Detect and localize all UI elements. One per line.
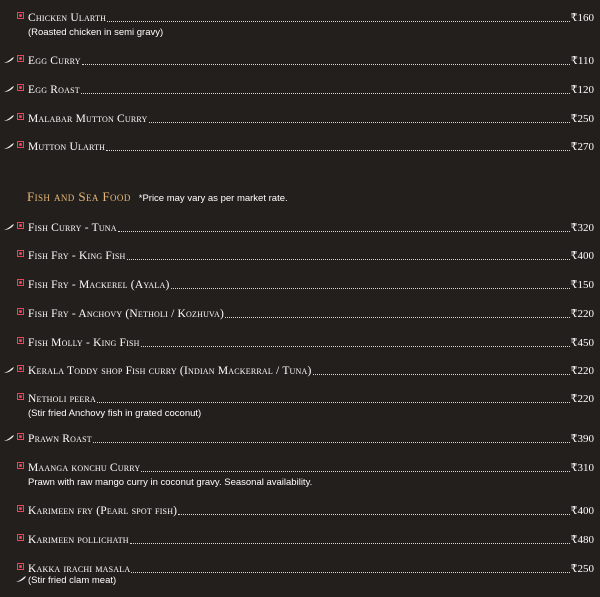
dot-leader <box>149 122 570 123</box>
dot-leader <box>171 288 570 289</box>
chili-icon <box>3 114 17 122</box>
item-name: Kakka irachi masala <box>28 563 131 575</box>
non-veg-marker-icon <box>17 141 24 148</box>
section-price-note: *Price may vary as per market rate. <box>138 193 288 204</box>
item-name: Karimeen fry (Pearl spot fish) <box>28 505 178 517</box>
item-name: Mutton Ularth <box>28 141 106 153</box>
item-price: ₹220 <box>570 393 594 405</box>
item-description: Prawn with raw mango curry in coconut gravy. Seasonal availability. <box>28 477 313 488</box>
item-name: Maanga konchu Curry <box>28 462 141 474</box>
item-description: (Stir fried clam meat) <box>28 575 117 586</box>
dot-leader <box>141 346 570 347</box>
dot-leader <box>97 402 570 403</box>
item-name: Karimeen pollichath <box>28 534 129 546</box>
non-veg-marker-icon <box>17 308 24 315</box>
dot-leader <box>131 572 569 573</box>
non-veg-marker-icon <box>17 563 24 570</box>
section-header-fish <box>27 189 288 205</box>
dot-leader <box>178 514 569 515</box>
dot-leader <box>93 442 570 443</box>
dot-leader <box>81 93 570 94</box>
dot-leader <box>127 259 570 260</box>
non-veg-marker-icon <box>17 84 24 91</box>
non-veg-marker-icon <box>17 505 24 512</box>
item-price: ₹320 <box>570 222 594 234</box>
chili-icon <box>3 56 17 64</box>
item-price: ₹270 <box>570 141 594 153</box>
item-price: ₹450 <box>570 337 594 349</box>
item-name: Egg Curry <box>28 55 81 67</box>
item-name: Malabar Mutton Curry <box>28 113 148 125</box>
non-veg-marker-icon <box>17 433 24 440</box>
item-price: ₹400 <box>570 505 594 517</box>
non-veg-marker-icon <box>17 55 24 62</box>
dot-leader <box>141 471 569 472</box>
item-name: Prawn Roast <box>28 433 92 445</box>
item-price: ₹220 <box>570 365 594 377</box>
non-veg-marker-icon <box>17 279 24 286</box>
item-price: ₹250 <box>570 563 594 575</box>
item-name: Fish Fry - King Fish <box>28 250 126 262</box>
section-title: Fish and Sea Food <box>27 189 131 204</box>
item-price: ₹400 <box>570 250 594 262</box>
dot-leader <box>130 543 570 544</box>
chili-icon <box>3 366 17 374</box>
non-veg-marker-icon <box>17 337 24 344</box>
item-name: Fish Molly - King Fish <box>28 337 140 349</box>
dot-leader <box>118 231 570 232</box>
item-price: ₹110 <box>570 55 594 67</box>
item-name: Fish Curry - Tuna <box>28 222 117 234</box>
non-veg-marker-icon <box>17 462 24 469</box>
item-name: Egg Roast <box>28 84 80 96</box>
chili-icon <box>3 223 17 231</box>
non-veg-marker-icon <box>17 534 24 541</box>
chili-icon <box>3 434 17 442</box>
non-veg-marker-icon <box>17 365 24 372</box>
dot-leader <box>225 317 569 318</box>
non-veg-marker-icon <box>17 250 24 257</box>
item-price: ₹120 <box>570 84 594 96</box>
non-veg-marker-icon <box>17 393 24 400</box>
dot-leader <box>107 21 569 22</box>
chili-icon <box>3 85 17 93</box>
item-price: ₹480 <box>570 534 594 546</box>
item-price: ₹250 <box>570 113 594 125</box>
item-description: (Stir fried Anchovy fish in grated coconut) <box>28 408 202 419</box>
item-name: Netholi peera <box>28 393 96 405</box>
item-price: ₹390 <box>570 433 594 445</box>
item-price: ₹150 <box>570 279 594 291</box>
dot-leader <box>106 150 569 151</box>
item-name: Kerala Toddy shop Fish curry (Indian Mackerral / Tuna) <box>28 365 312 377</box>
non-veg-marker-icon <box>17 113 24 120</box>
item-name: Fish Fry - Anchovy (Netholi / Kozhuva) <box>28 308 225 320</box>
item-price: ₹160 <box>570 12 594 24</box>
non-veg-marker-icon <box>17 12 24 19</box>
item-name: Fish Fry - Mackerel (Ayala) <box>28 279 170 291</box>
item-price: ₹310 <box>570 462 594 474</box>
item-name: Chicken Ularth <box>28 12 107 24</box>
item-price: ₹220 <box>570 308 594 320</box>
item-description: (Roasted chicken in semi gravy) <box>28 27 164 38</box>
chili-icon <box>15 575 29 583</box>
dot-leader <box>313 374 570 375</box>
chili-icon <box>3 142 17 150</box>
dot-leader <box>82 64 570 65</box>
non-veg-marker-icon <box>17 222 24 229</box>
